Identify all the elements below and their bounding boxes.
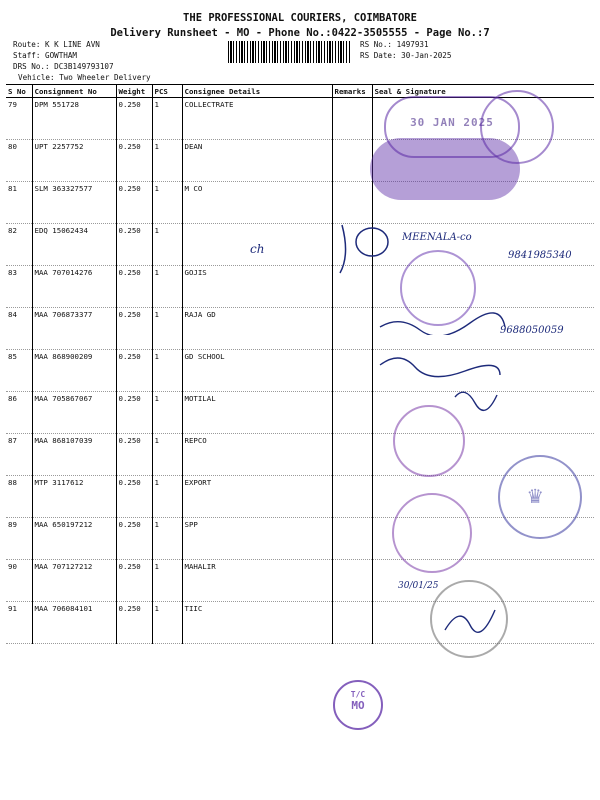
bottom-mo-stamp-top: T/C xyxy=(350,690,366,699)
cell-consignee: REPCO xyxy=(182,434,332,476)
table-row xyxy=(6,560,594,602)
cell-consignment: MAA 706873377 xyxy=(32,308,116,350)
cell-consignment: EDQ 15062434 xyxy=(32,224,116,266)
cell-pcs: 1 xyxy=(152,392,182,434)
cell-weight: 0.250 xyxy=(116,308,152,350)
drs-number: DRS No.: DC3B149793107 xyxy=(13,62,114,71)
signature-stroke xyxy=(380,358,500,377)
cell-consignee: GOJIS xyxy=(182,266,332,308)
signature-stroke xyxy=(356,228,388,256)
cell-remarks xyxy=(332,98,372,140)
document-title: THE PROFESSIONAL COURIERS, COIMBATORE xyxy=(183,12,417,24)
signature-stroke xyxy=(455,392,497,410)
col-seal-signature: Seal & Signature xyxy=(372,85,594,98)
cell-consignment: MAA 706084101 xyxy=(32,602,116,644)
col-pcs: PCS xyxy=(152,85,182,98)
cell-sno: 80 xyxy=(6,140,32,182)
cell-pcs: 1 xyxy=(152,224,182,266)
signature-stroke xyxy=(445,610,495,632)
col-consignment: Consignment No xyxy=(32,85,116,98)
cell-sno: 83 xyxy=(6,266,32,308)
col-weight: Weight xyxy=(116,85,152,98)
cell-consignment: DPM 551728 xyxy=(32,98,116,140)
table-row xyxy=(6,518,594,560)
emblem-icon: ♛ xyxy=(528,481,543,509)
cell-pcs: 1 xyxy=(152,560,182,602)
signature-row82-mark: ch xyxy=(250,242,265,256)
document-subtitle: Delivery Runsheet - MO - Phone No.:0422-3505555 - Page No.:7 xyxy=(110,27,490,39)
cell-sno: 81 xyxy=(6,182,32,224)
cell-consignee: COLLECTRATE xyxy=(182,98,332,140)
signature-stroke xyxy=(380,313,505,335)
staff-label: Staff: GOWTHAM xyxy=(13,51,78,60)
cell-remarks xyxy=(332,434,372,476)
cell-sno: 87 xyxy=(6,434,32,476)
route-label: Route: K K LINE AVN xyxy=(13,40,100,49)
cell-consignment: MAA 707127212 xyxy=(32,560,116,602)
cell-weight: 0.250 xyxy=(116,392,152,434)
cell-consignment: MAA 705867067 xyxy=(32,392,116,434)
handwritten-row82-note: MEENALA-co xyxy=(402,232,472,243)
cell-sno: 86 xyxy=(6,392,32,434)
cell-consignee: GD SCHOOL xyxy=(182,350,332,392)
rs-date: RS Date: 30-Jan-2025 xyxy=(360,51,452,60)
cell-weight: 0.250 xyxy=(116,476,152,518)
cell-sno: 88 xyxy=(6,476,32,518)
barcode xyxy=(228,41,350,63)
cell-weight: 0.250 xyxy=(116,224,152,266)
col-sno: S No xyxy=(6,85,32,98)
cell-weight: 0.250 xyxy=(116,266,152,308)
cell-weight: 0.250 xyxy=(116,560,152,602)
cell-consignee: M CO xyxy=(182,182,332,224)
cell-consignment: MAA 868107039 xyxy=(32,434,116,476)
cell-consignee: EXPORT xyxy=(182,476,332,518)
cell-pcs: 1 xyxy=(152,98,182,140)
cell-remarks xyxy=(332,140,372,182)
cell-remarks xyxy=(332,350,372,392)
cell-pcs: 1 xyxy=(152,518,182,560)
cell-remarks xyxy=(332,560,372,602)
purple-seal-top-right xyxy=(480,90,554,164)
cell-consignment: UPT 2257752 xyxy=(32,140,116,182)
cell-remarks xyxy=(332,602,372,644)
cell-sno: 91 xyxy=(6,602,32,644)
cell-weight: 0.250 xyxy=(116,98,152,140)
cell-consignee: RAJA GD xyxy=(182,308,332,350)
cell-weight: 0.250 xyxy=(116,182,152,224)
signature-row91 xyxy=(440,600,500,640)
cell-pcs: 1 xyxy=(152,308,182,350)
col-remarks: Remarks xyxy=(332,85,372,98)
vehicle-label: Vehicle: Two Wheeler Delivery xyxy=(18,73,151,82)
handwritten-row90-date: 30/01/25 xyxy=(398,581,439,591)
col-consignee: Consignee Details xyxy=(182,85,332,98)
cell-consignee: MOTILAL xyxy=(182,392,332,434)
cell-weight: 0.250 xyxy=(116,518,152,560)
cell-pcs: 1 xyxy=(152,476,182,518)
cell-pcs: 1 xyxy=(152,266,182,308)
signature-row85-86 xyxy=(375,345,505,425)
cell-weight: 0.250 xyxy=(116,602,152,644)
cell-pcs: 1 xyxy=(152,602,182,644)
cell-sno: 90 xyxy=(6,560,32,602)
cell-remarks xyxy=(332,518,372,560)
cell-weight: 0.250 xyxy=(116,350,152,392)
cell-sno: 84 xyxy=(6,308,32,350)
cell-sno: 79 xyxy=(6,98,32,140)
cell-sno: 82 xyxy=(6,224,32,266)
cell-consignee: TIIC xyxy=(182,602,332,644)
handwritten-row84-phone: 9688050059 xyxy=(500,325,564,336)
cell-consignment: MAA 707014276 xyxy=(32,266,116,308)
cell-sno: 89 xyxy=(6,518,32,560)
handwritten-row82-phone: 9841985340 xyxy=(508,250,572,261)
cell-pcs: 1 xyxy=(152,350,182,392)
cell-consignee: MAHALIR xyxy=(182,560,332,602)
round-seal-row89 xyxy=(392,493,472,573)
cell-consignment: MTP 3117612 xyxy=(32,476,116,518)
cell-weight: 0.250 xyxy=(116,140,152,182)
cell-sno: 85 xyxy=(6,350,32,392)
emblem-seal xyxy=(498,455,582,539)
cell-weight: 0.250 xyxy=(116,434,152,476)
cell-pcs: 1 xyxy=(152,434,182,476)
rs-number: RS No.: 1497931 xyxy=(360,40,429,49)
signature-scribbles xyxy=(330,215,520,335)
cell-consignee: DEAN xyxy=(182,140,332,182)
table-row xyxy=(6,392,594,434)
cell-consignment: SLM 363327577 xyxy=(32,182,116,224)
cell-consignee: SPP xyxy=(182,518,332,560)
cell-remarks xyxy=(332,392,372,434)
cell-consignment: MAA 650197212 xyxy=(32,518,116,560)
cell-remarks xyxy=(332,476,372,518)
table-row xyxy=(6,434,594,476)
bottom-mo-stamp xyxy=(333,680,383,730)
table-row xyxy=(6,350,594,392)
date-stamp-text: 30 JAN 2025 xyxy=(410,116,494,129)
bottom-mo-stamp-text: MO xyxy=(351,699,365,712)
cell-pcs: 1 xyxy=(152,140,182,182)
cell-consignment: MAA 868900209 xyxy=(32,350,116,392)
cell-pcs: 1 xyxy=(152,182,182,224)
signature-stroke xyxy=(340,225,346,273)
